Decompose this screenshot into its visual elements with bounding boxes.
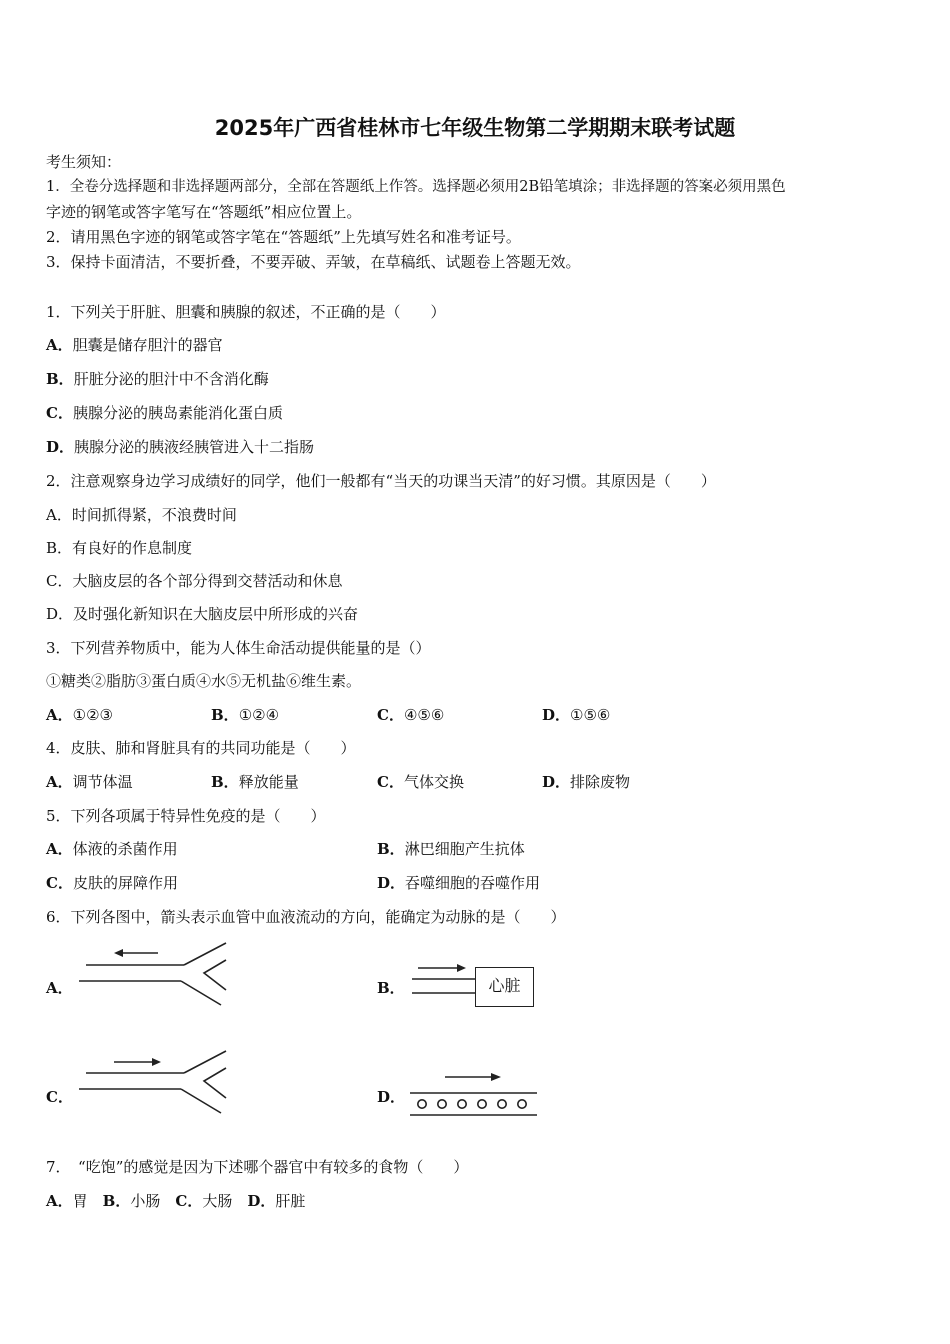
q5-option-a (46, 839, 178, 859)
q7-option-c-text: 大肠 (202, 1192, 233, 1210)
q6-option-a-key: A． (46, 979, 73, 997)
q7-options (46, 1191, 305, 1211)
q6-option-b-key: B． (377, 979, 405, 997)
q1-option-b-key: B． (46, 370, 74, 388)
q4-option-c (377, 772, 464, 792)
q3-option-c-key: C． (377, 706, 404, 724)
q2-option-c: C．大脑皮层的各个部分得到交替活动和休息 (46, 572, 343, 590)
q7-option-b-text: 小肠 (130, 1192, 161, 1210)
q5-option-a-key: A． (46, 840, 73, 858)
q4-option-a-text: 调节体温 (72, 773, 133, 791)
notice-line-1b: 字迹的钢笔或答字笔写在“答题纸”相应位置上。 (46, 203, 362, 221)
q4-option-b-key: B． (211, 773, 239, 791)
page-title: 2025年广西省桂林市七年级生物第二学期期末联考试题 (214, 116, 736, 140)
q3-option-a-text: ①②③ (72, 706, 113, 724)
q7-option-a-key: A． (46, 1192, 73, 1210)
q6-option-d-key: D． (377, 1088, 406, 1106)
q5-option-c (46, 873, 178, 893)
q3-option-a (46, 705, 113, 725)
q3-option-d-key: D． (542, 706, 571, 724)
q1-option-a-text: 胆囊是储存胆汁的器官 (72, 336, 223, 354)
q3-stem: 3．下列营养物质中，能为人体生命活动提供能量的是（） (46, 639, 431, 657)
q3-option-b-text: ①②④ (238, 706, 280, 724)
q3-option-c (377, 705, 444, 725)
q4-option-b-text: 释放能量 (238, 773, 299, 791)
q6-figure-c-vessel-branching (76, 1048, 236, 1118)
q3-option-b-key: B． (211, 706, 239, 724)
q4-option-d (542, 772, 630, 792)
q4-stem: 4．皮肤、肺和肾脏具有的共同功能是（ ） (46, 739, 356, 757)
q5-option-d-text: 吞噬细胞的吞噬作用 (405, 874, 541, 892)
q6-figure-b-vessel (410, 958, 480, 1003)
notice-line-3: 3．保持卡面清洁，不要折叠，不要弄破、弄皱，在草稿纸、试题卷上答题无效。 (46, 253, 581, 271)
q7-option-d-text: 肝脏 (275, 1192, 306, 1210)
q1-option-a-key: A． (46, 336, 73, 354)
q1-option-b (46, 369, 269, 389)
q3-option-b (211, 705, 279, 725)
q5-option-a-text: 体液的杀菌作用 (72, 840, 178, 858)
q4-option-c-text: 气体交换 (403, 773, 464, 791)
q1-option-c-text: 胰腺分泌的胰岛素能消化蛋白质 (72, 404, 283, 422)
q1-option-c (46, 403, 283, 423)
q1-option-d-text: 胰腺分泌的胰液经胰管进入十二指肠 (74, 438, 315, 456)
q7-option-b-key: B． (102, 1192, 131, 1210)
q3-option-a-key: A． (46, 706, 73, 724)
q2-stem: 2．注意观察身边学习成绩好的同学，他们一般都有“当天的功课当天清”的好习惯。其原因是（ ） (46, 472, 716, 490)
q1-option-d (46, 437, 314, 457)
q6-figure-a-vessel-branching (76, 940, 236, 1010)
q4-option-a (46, 772, 133, 792)
q4-option-b (211, 772, 299, 792)
q5-option-d (377, 873, 540, 893)
q5-option-b (377, 839, 525, 859)
q5-option-c-key: C． (46, 874, 73, 892)
q4-option-d-key: D． (542, 773, 571, 791)
notice-line-1a: 1．全卷分选择题和非选择题两部分，全部在答题纸上作答。选择题必须用2B铅笔填涂；非选择题的答案必须用黑色 (46, 179, 786, 195)
q1-option-d-key: D． (46, 438, 75, 456)
q7-option-d-key: D． (247, 1192, 276, 1210)
q6-option-c-key: C． (46, 1088, 73, 1106)
q2-option-d: D．及时强化新知识在大脑皮层中所形成的兴奋 (46, 605, 359, 623)
q7-option-c-key: C． (175, 1192, 203, 1210)
q5-option-d-key: D． (377, 874, 406, 892)
q7-stem: 7． “吃饱”的感觉是因为下述哪个器官中有较多的食物（ ） (46, 1158, 469, 1176)
q5-option-c-text: 皮肤的屏障作用 (72, 874, 178, 892)
q3-option-c-text: ④⑤⑥ (403, 706, 445, 724)
q4-option-c-key: C． (377, 773, 404, 791)
q3-option-d (542, 705, 610, 725)
notice-heading: 考生须知： (46, 153, 122, 171)
q5-stem: 5．下列各项属于特异性免疫的是（ ） (46, 807, 326, 825)
q2-option-a: A．时间抓得紧，不浪费时间 (46, 506, 237, 524)
q5-option-b-text: 淋巴细胞产生抗体 (404, 840, 525, 858)
q4-option-a-key: A． (46, 773, 73, 791)
q3-option-d-text: ①⑤⑥ (570, 706, 611, 724)
q5-option-b-key: B． (377, 840, 405, 858)
q6-figure-d-capillary (405, 1066, 545, 1121)
heart-box: 心脏 (475, 967, 534, 1007)
q1-stem: 1．下列关于肝脏、胆囊和胰腺的叙述，不正确的是（ ） (46, 303, 446, 321)
q7-option-a-text: 胃 (72, 1192, 88, 1210)
q1-option-c-key: C． (46, 404, 73, 422)
q4-option-d-text: 排除废物 (570, 773, 631, 791)
q3-items: ①糖类②脂肪③蛋白质④水⑤无机盐⑥维生素。 (46, 672, 362, 690)
q1-option-b-text: 肝脏分泌的胆汁中不含消化酶 (73, 370, 269, 388)
q2-option-b: B．有良好的作息制度 (46, 539, 193, 557)
q1-option-a (46, 335, 223, 355)
notice-line-2: 2．请用黑色字迹的钢笔或答字笔在“答题纸”上先填写姓名和准考证号。 (46, 228, 521, 246)
q6-stem: 6．下列各图中，箭头表示血管中血液流动的方向，能确定为动脉的是（ ） (46, 908, 566, 926)
